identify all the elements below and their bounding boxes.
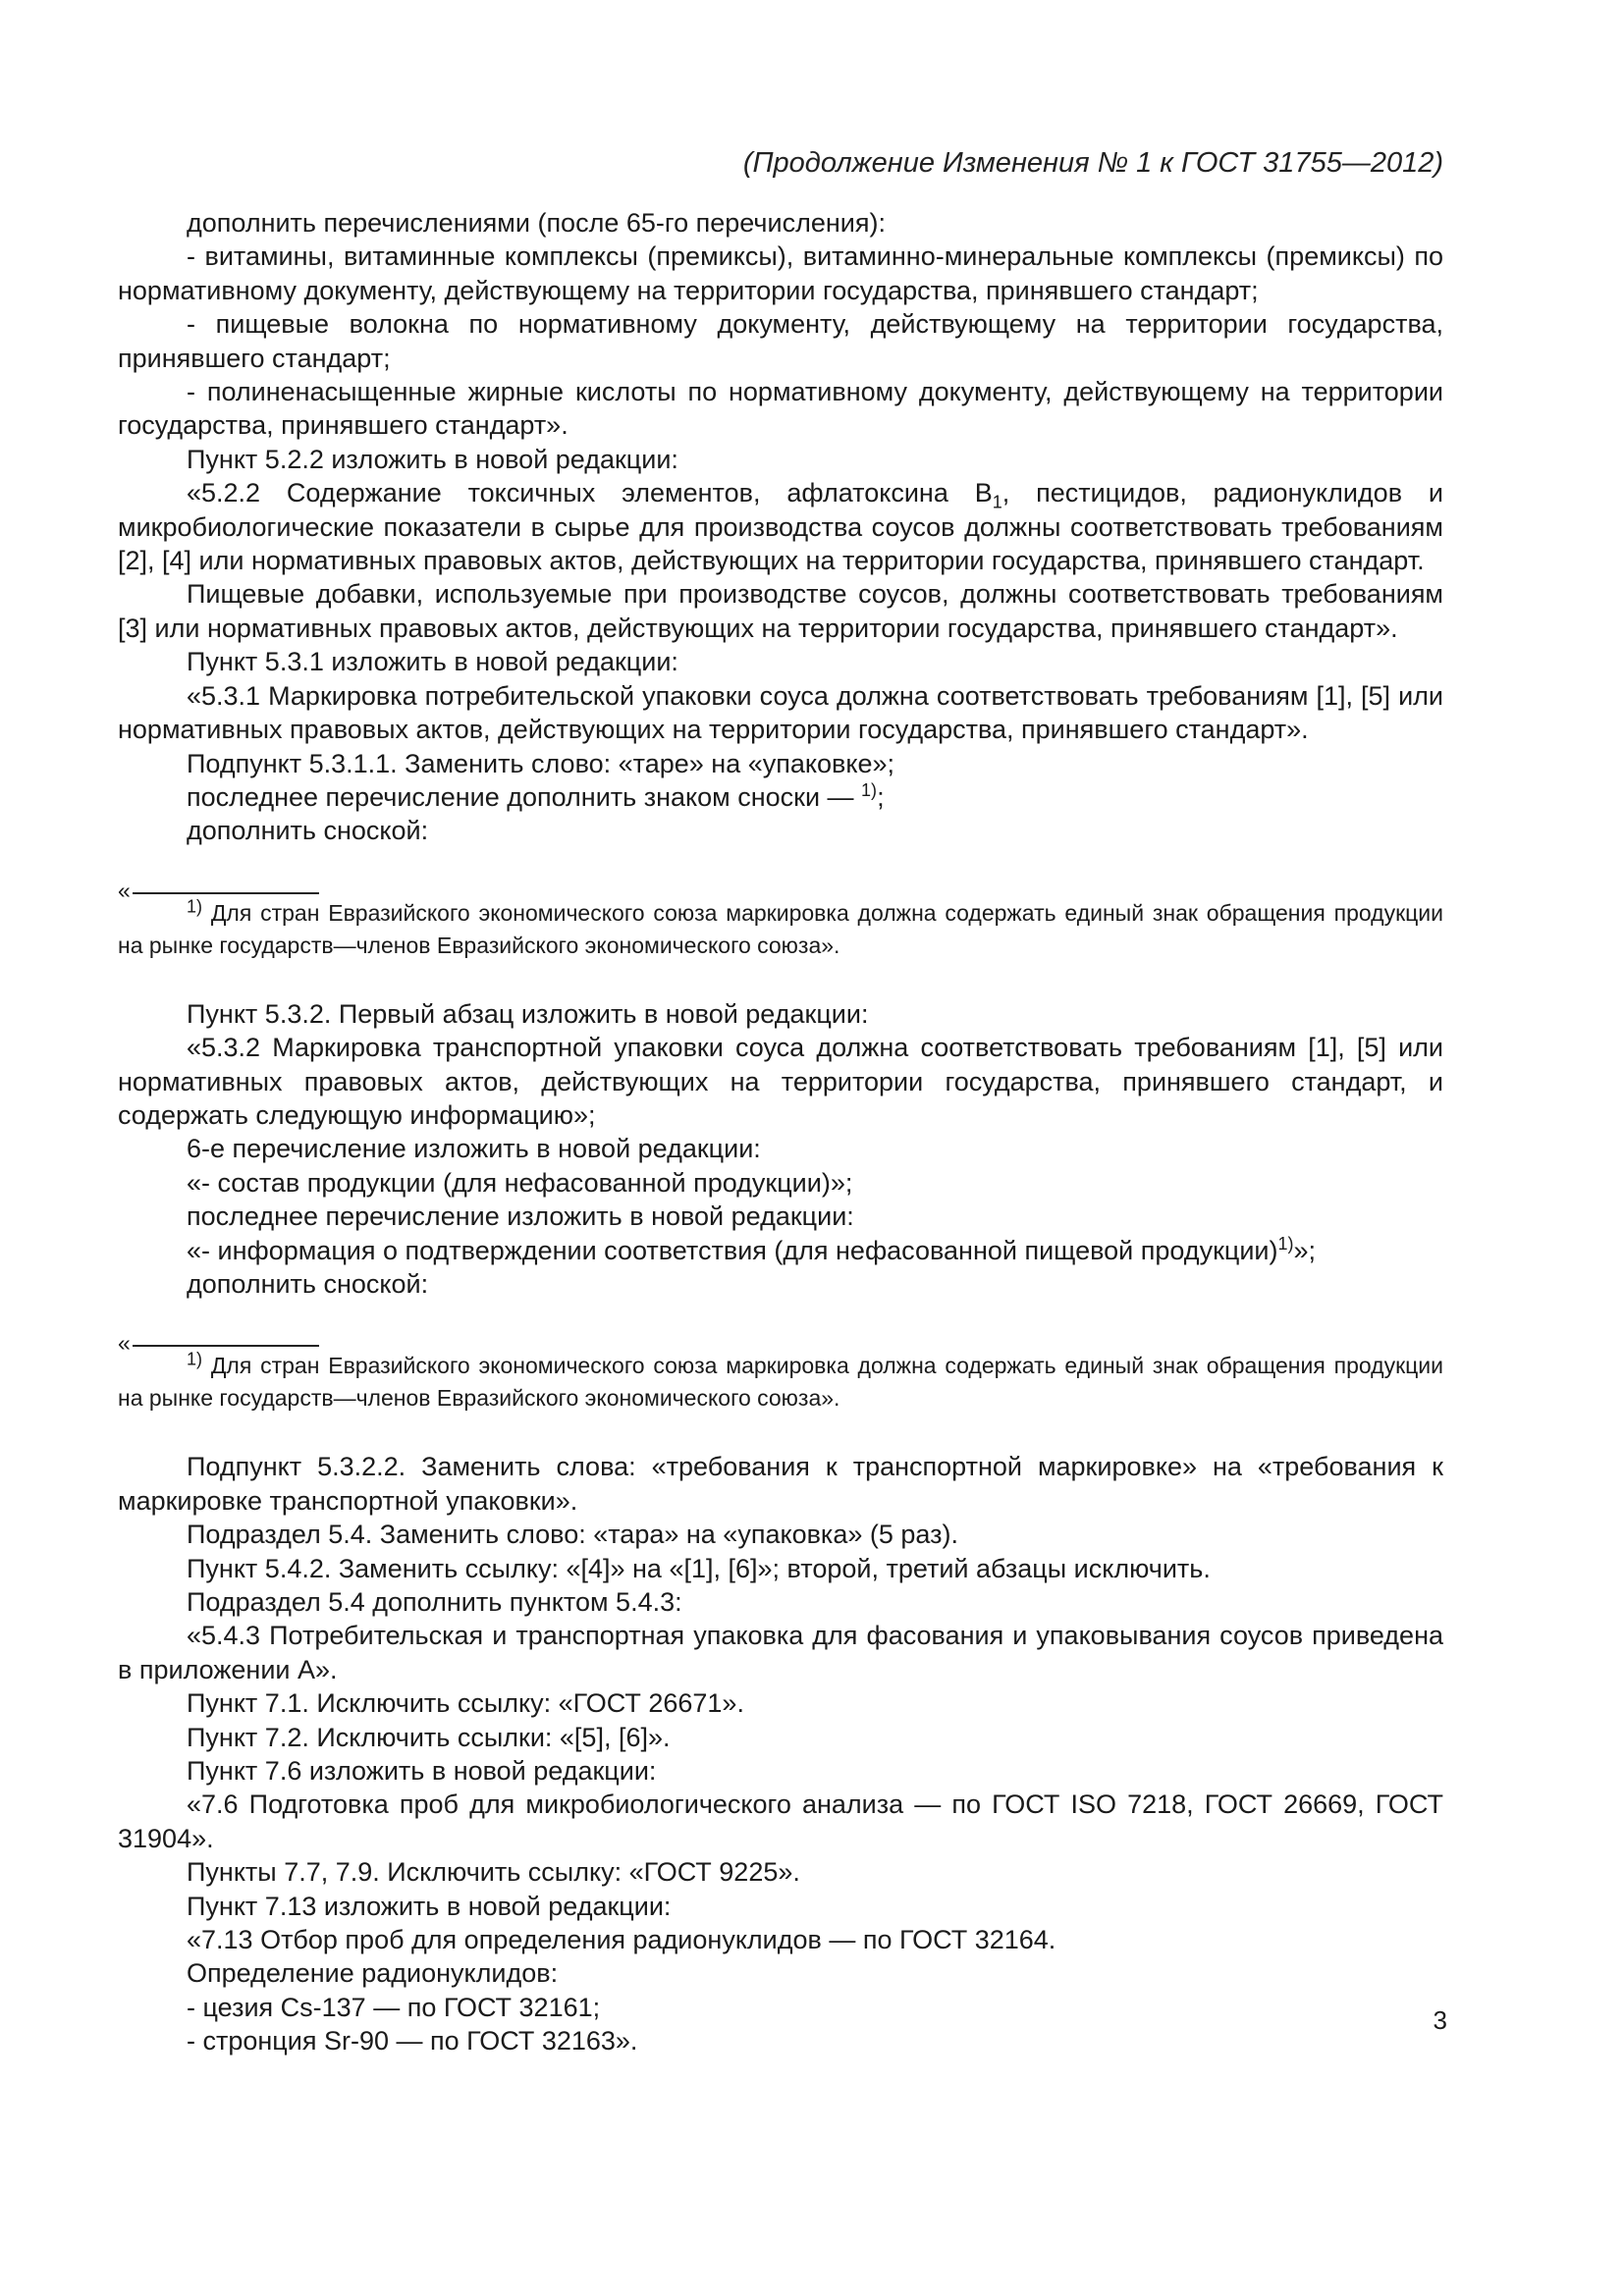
footnote-block-2 bbox=[118, 1330, 1443, 1415]
paragraph: Пункт 7.13 изложить в новой редакции: bbox=[187, 1891, 672, 1921]
text-run: Для стран Евразийского экономического союза маркировка должна содержать единый знак обращения продукции на рынке государств—членов Евразийского экономического союза». bbox=[118, 1353, 1443, 1412]
paragraph-info bbox=[118, 1234, 1443, 1267]
paragraph: Пункт 7.6 изложить в новой редакции: bbox=[187, 1756, 657, 1787]
footnote-text bbox=[118, 1350, 1443, 1415]
paragraph: Пищевые добавки, используемые при производстве соусов, должны соответствовать требованиям [3] или нормативных правовых актов, действующих на территории государства, принявшего стандарт». bbox=[118, 579, 1443, 643]
paragraph: Пункт 7.2. Исключить ссылки: «[5], [6]». bbox=[187, 1722, 671, 1752]
footnote-marker: 1) bbox=[1277, 1233, 1294, 1254]
paragraph: дополнить перечислениями (после 65-го перечисления): bbox=[187, 208, 886, 238]
paragraph-5-2-2 bbox=[118, 476, 1443, 577]
paragraph: Пункты 7.7, 7.9. Исключить ссылку: «ГОСТ 9225». bbox=[187, 1857, 800, 1888]
paragraph: «5.4.3 Потребительская и транспортная упаковка для фасования и упаковывания соусов приведена в приложении А». bbox=[118, 1621, 1443, 1684]
footnote-rule bbox=[133, 1345, 319, 1347]
footnote-block-1 bbox=[118, 877, 1443, 962]
paragraph: «7.13 Отбор проб для определения радионуклидов — по ГОСТ 32164. bbox=[187, 1925, 1056, 1955]
subscript: 1 bbox=[992, 492, 1002, 512]
text-run: последнее перечисление дополнить знаком сноски — bbox=[187, 781, 862, 812]
paragraph: Пункт 5.3.2. Первый абзац изложить в новой редакции: bbox=[187, 998, 869, 1029]
footnote-marker: 1) bbox=[861, 779, 878, 800]
paragraph: - пищевые волокна по нормативному документу, действующему на территории государства, принявшего стандарт; bbox=[118, 309, 1443, 373]
paragraph: дополнить сноской: bbox=[187, 816, 429, 846]
paragraph: «5.3.2 Маркировка транспортной упаковки соуса должна соответствовать требованиям [1], [5] или нормативных правовых актов, действующих на территории государства, принявшего стандарт, и содержать следующую информацию»; bbox=[118, 1033, 1443, 1130]
paragraph: Пункт 5.3.1 изложить в новой редакции: bbox=[187, 647, 678, 677]
footnote-quote: « bbox=[118, 877, 131, 903]
text-run: Для стран Евразийского экономического союза маркировка должна содержать единый знак обращения продукции на рынке государств—членов Евразийского экономического союза». bbox=[118, 899, 1443, 958]
paragraph-footnote-sign bbox=[118, 780, 1443, 814]
paragraph: - цезия Cs-137 — по ГОСТ 32161; bbox=[187, 1992, 601, 2022]
text-run: ; bbox=[877, 781, 885, 812]
paragraph: - полиненасыщенные жирные кислоты по нормативному документу, действующему на территории государства, принявшего стандарт». bbox=[118, 377, 1443, 441]
paragraph: Пункт 5.4.2. Заменить ссылку: «[4]» на «[1], [6]»; второй, третий абзацы исключить. bbox=[187, 1553, 1211, 1583]
document-body bbox=[118, 206, 1443, 2058]
text-run: «5.2.2 Содержание токсичных элементов, афлатоксина B bbox=[187, 478, 993, 508]
footnote-marker: 1) bbox=[187, 896, 203, 917]
paragraph: «5.3.1 Маркировка потребительской упаковки соуса должна соответствовать требованиям [1], [5] или нормативных правовых актов, действующих на территории государства, принявшего стандарт». bbox=[118, 680, 1443, 745]
paragraph: Подраздел 5.4. Заменить слово: «тара» на «упаковка» (5 раз). bbox=[187, 1520, 958, 1550]
footnote-separator bbox=[118, 877, 1443, 903]
text-run: , пестицидов, радионуклидов и микробиологические показатели в сырье для производства соусов должны соответствовать требованиям [2], [4] или нормативных правовых актов, действующих на территории государства, принявшего стандарт. bbox=[118, 478, 1443, 576]
paragraph: - витамины, витаминные комплексы (премиксы), витаминно-минеральные комплексы (премиксы) по нормативному документу, действующему на территории государства, принявшего стандарт; bbox=[118, 241, 1443, 305]
paragraph: Пункт 7.1. Исключить ссылку: «ГОСТ 26671». bbox=[187, 1688, 744, 1719]
paragraph: Пункт 5.2.2 изложить в новой редакции: bbox=[187, 444, 678, 474]
paragraph: Подпункт 5.3.2.2. Заменить слова: «требования к транспортной маркировке» на «требования к маркировке транспортной упаковки». bbox=[118, 1452, 1443, 1516]
footnote-quote: « bbox=[118, 1330, 131, 1357]
paragraph: «7.6 Подготовка проб для микробиологического анализа — по ГОСТ ISO 7218, ГОСТ 26669, ГОСТ 31904». bbox=[118, 1789, 1443, 1853]
paragraph: Подпункт 5.3.1.1. Заменить слово: «таре» на «упаковке»; bbox=[187, 748, 894, 778]
paragraph: 6-е перечисление изложить в новой редакции: bbox=[187, 1134, 761, 1164]
paragraph: Подраздел 5.4 дополнить пунктом 5.4.3: bbox=[187, 1587, 682, 1617]
paragraph: дополнить сноской: bbox=[187, 1268, 429, 1299]
page-number: 3 bbox=[1433, 2005, 1447, 2035]
running-header: (Продолжение Изменения № 1 к ГОСТ 31755—2012) bbox=[742, 147, 1443, 179]
footnote-text bbox=[118, 897, 1443, 962]
paragraph: Определение радионуклидов: bbox=[187, 1958, 559, 1989]
paragraph: «- состав продукции (для нефасованной продукции)»; bbox=[187, 1167, 853, 1198]
footnote-marker: 1) bbox=[187, 1349, 203, 1369]
text-run: »; bbox=[1293, 1235, 1317, 1265]
text-run: «- информация о подтверждении соответствия (для нефасованной пищевой продукции) bbox=[187, 1235, 1278, 1265]
paragraph: последнее перечисление изложить в новой редакции: bbox=[187, 1201, 854, 1232]
footnote-separator bbox=[118, 1330, 1443, 1357]
footnote-rule bbox=[133, 892, 319, 894]
paragraph: - стронция Sr-90 — по ГОСТ 32163». bbox=[187, 2026, 638, 2056]
